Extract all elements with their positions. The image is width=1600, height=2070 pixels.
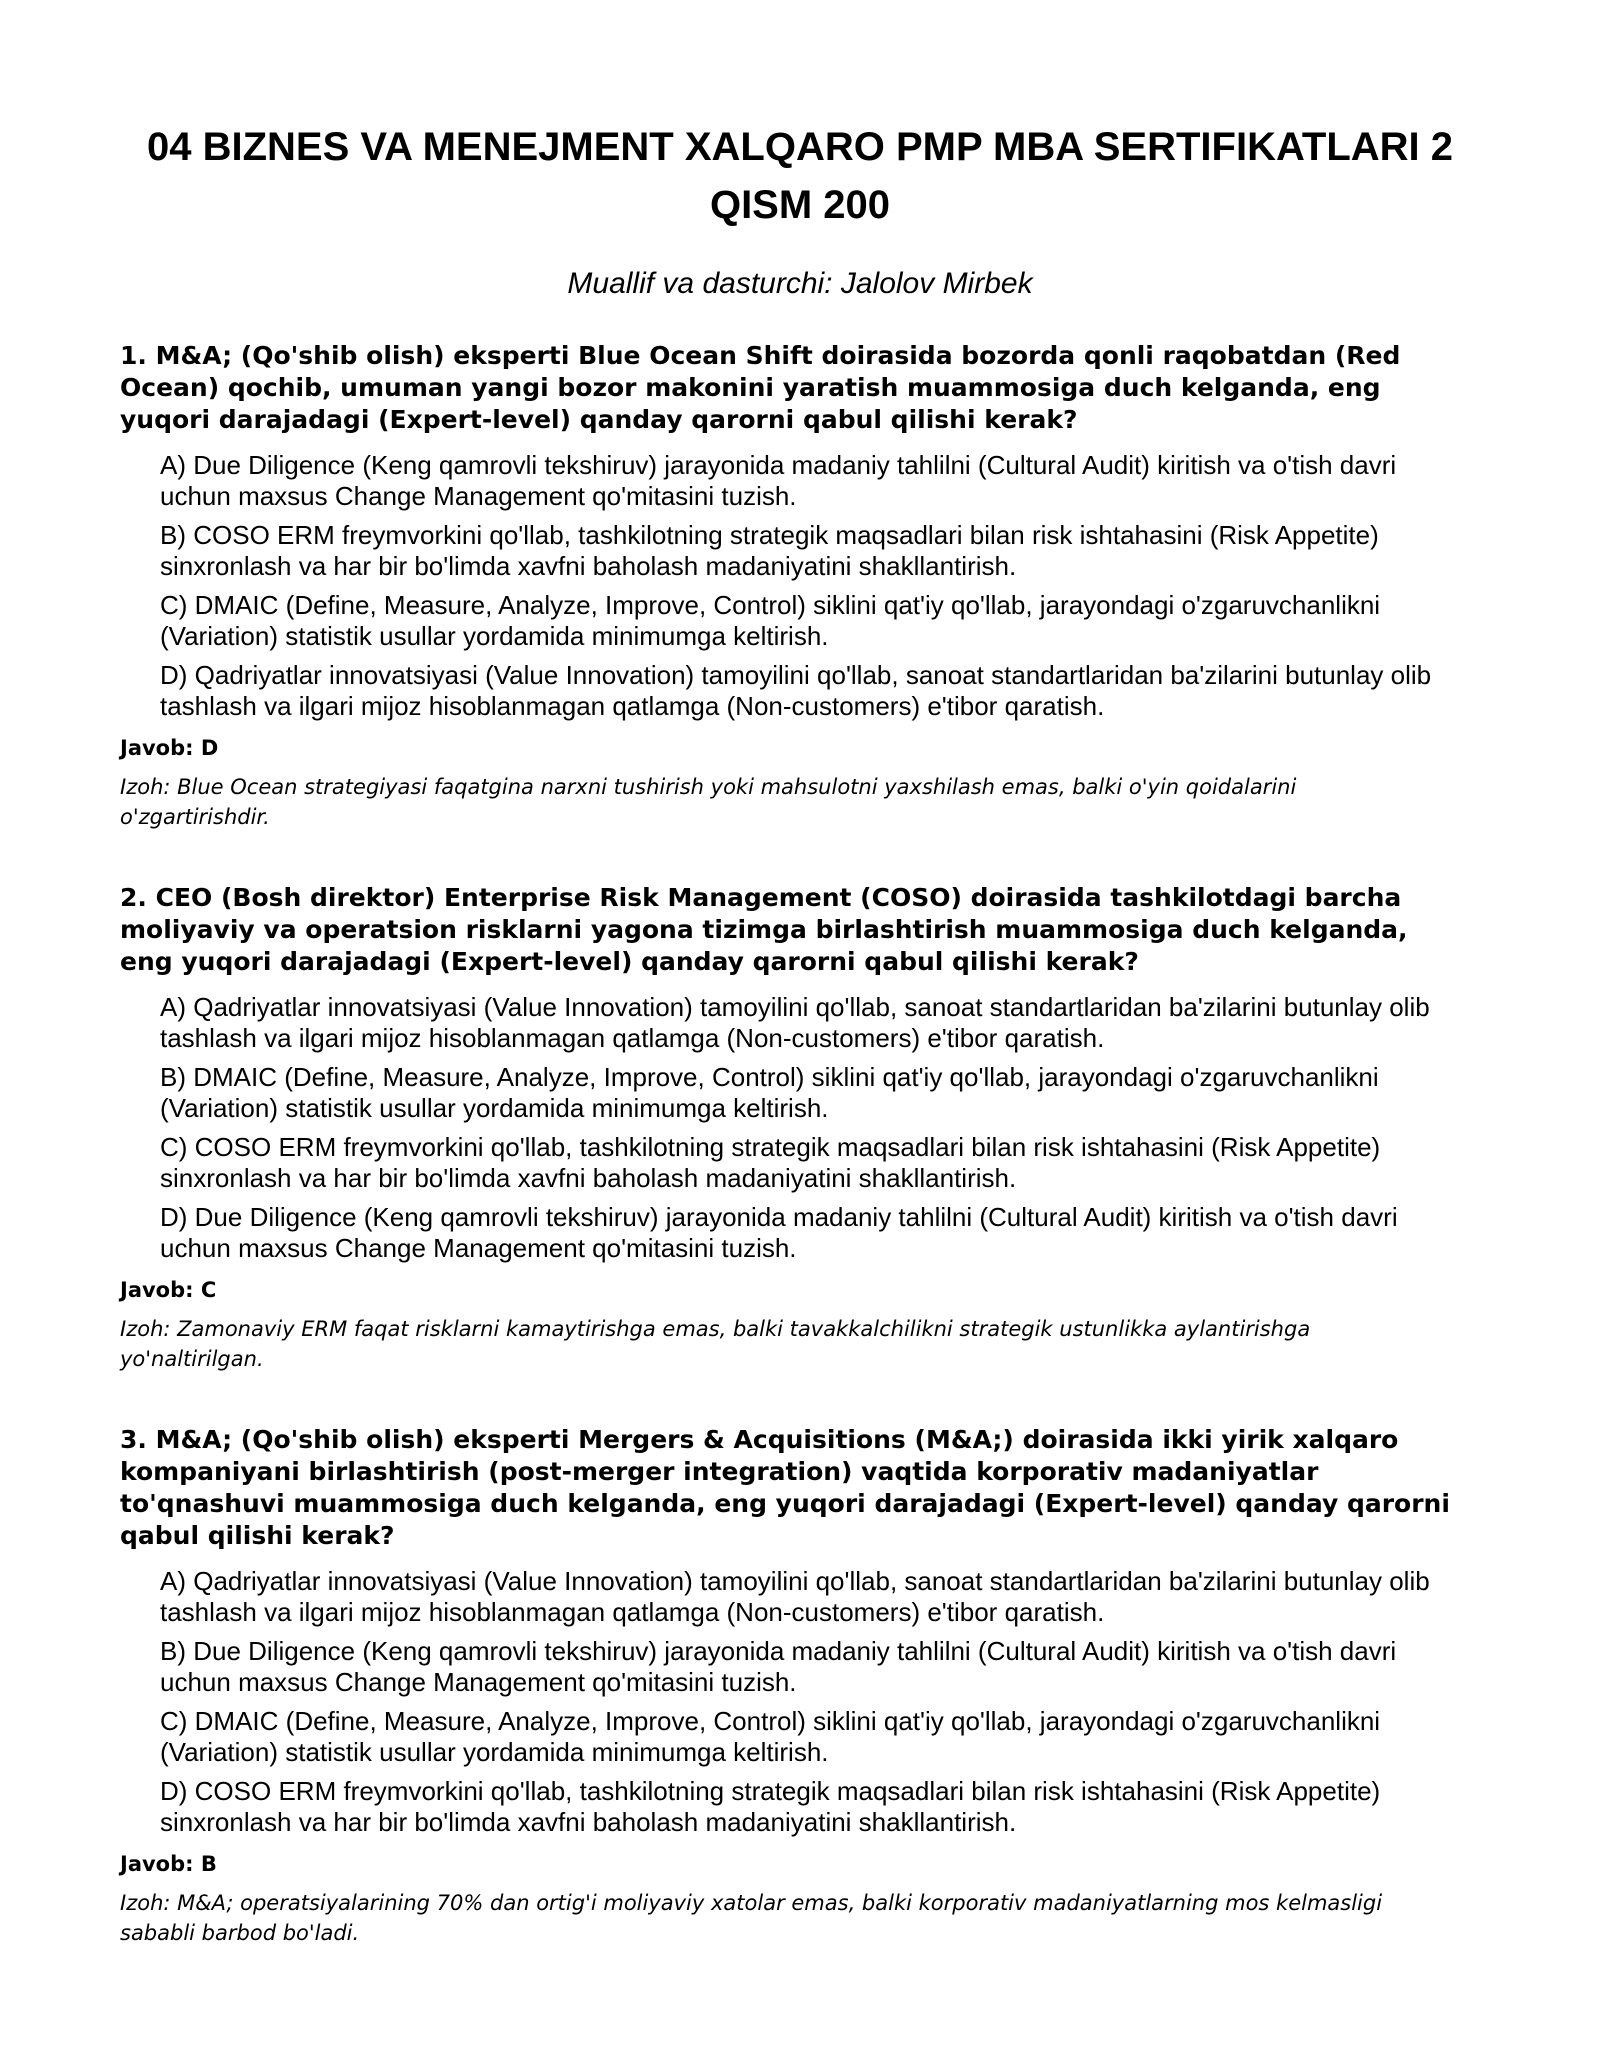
question-text: 2. CEO (Bosh direktor) Enterprise Risk Management (COSO) doirasida tashkilotdagi barcha moliyaviy va operatsion risklarni yagona tizimga birlashtirish muammosiga duch kelganda, eng yuqori darajadagi (Expert-level) qanday qarorni qabul qilishi kerak?	[120, 883, 1408, 976]
option-a: A) Qadriyatlar innovatsiyasi (Value Innovation) tamoyilini qo'llab, sanoat standartlaridan ba'zilarini butunlay olib tashlash va ilgari mijoz hisoblanmagan qatlamga (Non-customers) e'tibor qaratish.	[160, 1566, 1430, 1627]
option-b: B) DMAIC (Define, Measure, Analyze, Improve, Control) siklini qat'iy qo'llab, jarayondagi o'zgaruvchanlikni (Variation) statistik usullar yordamida minimumga keltirish.	[160, 1062, 1379, 1123]
explanation-note: Izoh: Zamonaviy ERM faqat risklarni kamaytirishga emas, balki tavakkalchilikni strategik ustunlikka aylantirishga yo'naltirilgan.	[120, 1317, 1311, 1371]
answer-options	[120, 992, 1480, 1264]
question-text: 1. M&A; (Qo'shib olish) eksperti Blue Ocean Shift doirasida bozorda qonli raqobatdan (Red Ocean) qochib, umuman yangi bozor makonini yaratish muammosiga duch kelganda, eng yuqori darajadagi (Expert-level) qanday qarorni qabul qilishi kerak?	[120, 341, 1401, 434]
option-c: C) DMAIC (Define, Measure, Analyze, Improve, Control) siklini qat'iy qo'llab, jarayondagi o'zgaruvchanlikni (Variation) statistik usullar yordamida minimumga keltirish.	[160, 1706, 1381, 1767]
option-b: B) Due Diligence (Keng qamrovli tekshiruv) jarayonida madaniy tahlilni (Cultural Audit) kiritish va o'tish davri uchun maxsus Change Management qo'mitasini tuzish.	[160, 1636, 1397, 1697]
question-block	[120, 340, 1480, 832]
answer-options	[120, 450, 1480, 722]
document-author: Muallif va dasturchi: Jalolov Mirbek	[567, 267, 1033, 300]
explanation-note: Izoh: M&A; operatsiyalarining 70% dan ortig'i moliyaviy xatolar emas, balki korporativ madaniyatlarning mos kelmasligi sababli barbod bo'ladi.	[120, 1891, 1383, 1945]
option-b: B) COSO ERM freymvorkini qo'llab, tashkilotning strategik maqsadlari bilan risk ishtahasini (Risk Appetite) sinxronlash va har bir bo'limda xavfni baholash madaniyatini shakllantirish.	[160, 520, 1379, 581]
option-c: C) DMAIC (Define, Measure, Analyze, Improve, Control) siklini qat'iy qo'llab, jarayondagi o'zgaruvchanlikni (Variation) statistik usullar yordamida minimumga keltirish.	[160, 590, 1381, 651]
question-text: 3. M&A; (Qo'shib olish) eksperti Mergers & Acquisitions (M&A;) doirasida ikki yirik xalqaro kompaniyani birlashtirish (post-merger integration) vaqtida korporativ madaniyatlar to'qnashuvi muammosiga duch kelganda, eng yuqori darajadagi (Expert-level) qanday qarorni qabul qilishi kerak?	[120, 1425, 1450, 1550]
answer-options	[120, 1566, 1480, 1838]
question-list	[120, 340, 1480, 1948]
option-a: A) Qadriyatlar innovatsiyasi (Value Innovation) tamoyilini qo'llab, sanoat standartlaridan ba'zilarini butunlay olib tashlash va ilgari mijoz hisoblanmagan qatlamga (Non-customers) e'tibor qaratish.	[160, 992, 1430, 1053]
option-d: D) Due Diligence (Keng qamrovli tekshiruv) jarayonida madaniy tahlilni (Cultural Audit) kiritish va o'tish davri uchun maxsus Change Management qo'mitasini tuzish.	[160, 1202, 1398, 1263]
document-title: 04 BIZNES VA MENEJMENT XALQARO PMP MBA SERTIFIKATLARI 2 QISM 200	[146, 125, 1454, 227]
correct-answer: Javob: C	[120, 1278, 217, 1302]
question-block	[120, 1424, 1480, 1948]
option-c: C) COSO ERM freymvorkini qo'llab, tashkilotning strategik maqsadlari bilan risk ishtahasini (Risk Appetite) sinxronlash va har bir bo'limda xavfni baholash madaniyatini shakllantirish.	[160, 1132, 1381, 1193]
correct-answer: Javob: D	[120, 736, 219, 760]
question-block	[120, 882, 1480, 1374]
option-a: A) Due Diligence (Keng qamrovli tekshiruv) jarayonida madaniy tahlilni (Cultural Audit) kiritish va o'tish davri uchun maxsus Change Management qo'mitasini tuzish.	[160, 450, 1397, 511]
option-d: D) COSO ERM freymvorkini qo'llab, tashkilotning strategik maqsadlari bilan risk ishtahasini (Risk Appetite) sinxronlash va har bir bo'limda xavfni baholash madaniyatini shakllantirish.	[160, 1776, 1381, 1837]
correct-answer: Javob: B	[120, 1852, 217, 1876]
option-d: D) Qadriyatlar innovatsiyasi (Value Innovation) tamoyilini qo'llab, sanoat standartlaridan ba'zilarini butunlay olib tashlash va ilgari mijoz hisoblanmagan qatlamga (Non-customers) e'tibor qaratish.	[160, 660, 1432, 721]
explanation-note: Izoh: Blue Ocean strategiyasi faqatgina narxni tushirish yoki mahsulotni yaxshilash emas, balki o'yin qoidalarini o'zgartirishdir.	[120, 775, 1297, 829]
